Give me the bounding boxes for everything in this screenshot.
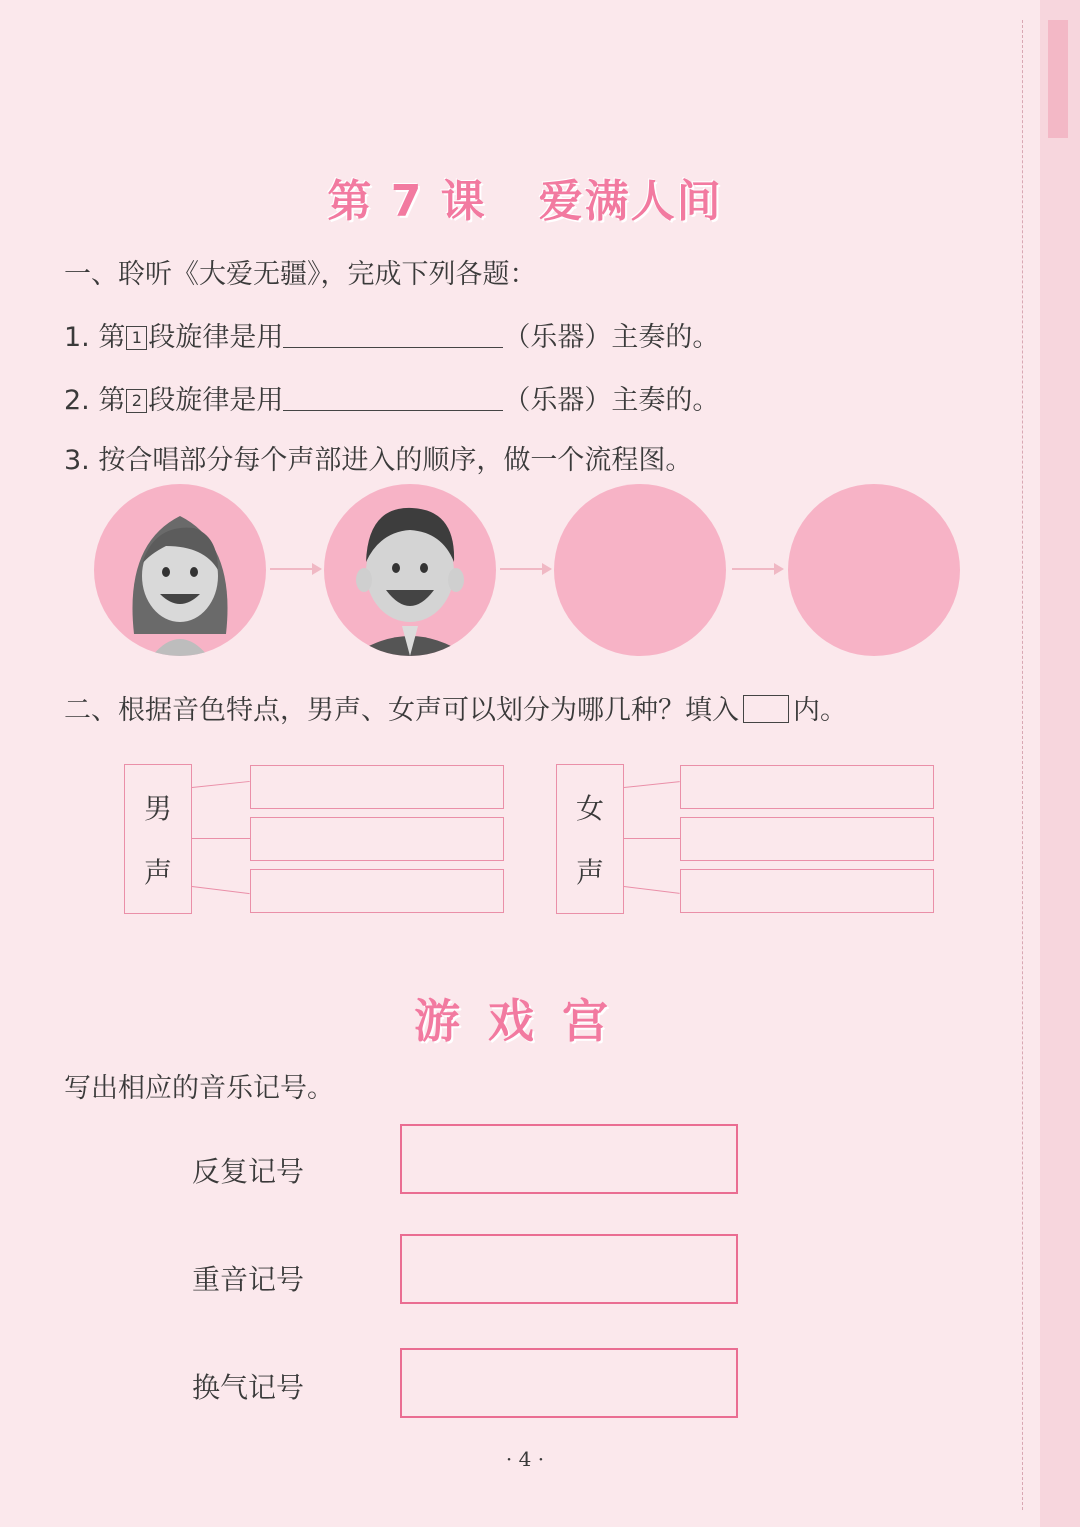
male-voice-label: 男 声 (124, 764, 192, 914)
question-3: 3. 按合唱部分每个声部进入的顺序，做一个流程图。 (64, 445, 693, 476)
game-instruction: 写出相应的音乐记号。 (64, 1073, 334, 1104)
connector-line (192, 886, 250, 894)
answer-blank-1[interactable] (283, 323, 503, 348)
flowchart-node-1 (94, 484, 266, 656)
flow-arrow (500, 568, 550, 570)
section2-heading: 二、根据音色特点，男声、女声可以划分为哪几种？填入 内。 (64, 695, 847, 726)
example-answer-box (743, 695, 789, 723)
flow-arrow (732, 568, 782, 570)
flow-arrow (270, 568, 320, 570)
female-voice-box-3[interactable] (680, 869, 934, 913)
flowchart-node-4[interactable] (788, 484, 960, 656)
section-number-box: 1 (126, 326, 147, 350)
question-1: 1. 第 1 段旋律是用 （乐器）主奏的。 (64, 322, 720, 353)
female-voice-box-2[interactable] (680, 817, 934, 861)
section-number-box: 2 (126, 389, 147, 413)
connector-line (624, 781, 680, 788)
connector-line (192, 838, 250, 839)
connector-line (192, 781, 250, 788)
page-number: · 4 · (505, 1447, 545, 1471)
female-voice-label: 女 声 (556, 764, 624, 914)
edge-tab (1048, 20, 1068, 138)
accent-sign-label: 重音记号 (192, 1263, 305, 1296)
male-voice-box-3[interactable] (250, 869, 504, 913)
female-voice-box-1[interactable] (680, 765, 934, 809)
flowchart-node-3[interactable] (554, 484, 726, 656)
repeat-sign-box[interactable] (400, 1124, 738, 1194)
male-voice-box-2[interactable] (250, 817, 504, 861)
breath-mark-box[interactable] (400, 1348, 738, 1418)
lesson-name: 爱满人间 (538, 176, 723, 227)
game-title: 游戏宫 (414, 994, 636, 1048)
woman-face-icon (94, 484, 266, 656)
answer-blank-2[interactable] (283, 386, 503, 411)
page-edge (1040, 0, 1080, 1527)
breath-mark-label: 换气记号 (192, 1371, 305, 1404)
section1-heading: 一、聆听《大爱无疆》，完成下列各题： (64, 259, 537, 290)
lesson-number: 第 7 课 (327, 176, 487, 227)
lesson-title (0, 165, 1050, 229)
flowchart-node-2 (324, 484, 496, 656)
man-face-icon (324, 484, 496, 656)
repeat-sign-label: 反复记号 (192, 1155, 305, 1188)
connector-line (624, 886, 680, 894)
cut-line (1022, 20, 1023, 1510)
question-2: 2. 第 2 段旋律是用 （乐器）主奏的。 (64, 385, 720, 416)
accent-sign-box[interactable] (400, 1234, 738, 1304)
male-voice-box-1[interactable] (250, 765, 504, 809)
connector-line (624, 838, 680, 839)
